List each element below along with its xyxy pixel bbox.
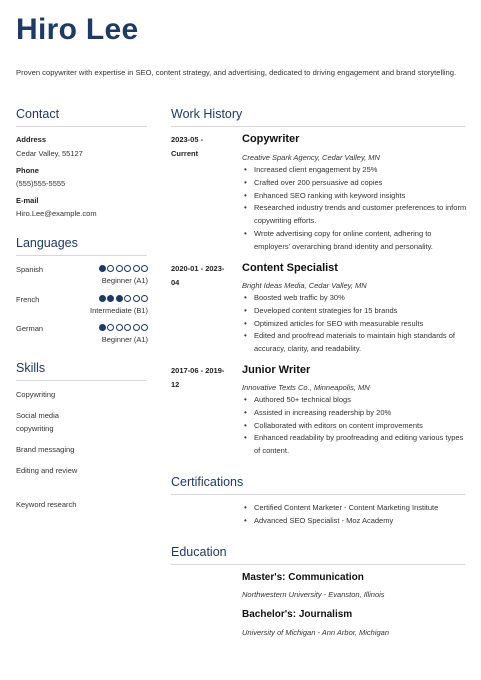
skills-divider bbox=[16, 380, 147, 381]
bullet-item: • Researched industry trends and customer preferences to inform copywriting efforts. bbox=[242, 202, 467, 228]
work-history-heading: Work History bbox=[171, 107, 243, 121]
rating-dot-empty bbox=[133, 265, 140, 272]
skill-item: Copywriting bbox=[16, 390, 56, 399]
skill-item: Social media copywriting bbox=[16, 411, 59, 433]
rating-dot-filled bbox=[99, 265, 106, 272]
rating-dot-empty bbox=[141, 265, 148, 272]
languages-divider bbox=[16, 255, 147, 256]
certification-item: • Certified Content Marketer - Content Marketing Institute bbox=[242, 502, 472, 515]
rating-dot-filled bbox=[99, 324, 106, 331]
job-bullets bbox=[242, 394, 467, 458]
rating-dot-empty bbox=[124, 265, 131, 272]
degree-title: Bachelor's: Journalism bbox=[242, 609, 353, 620]
phone-value: (555)555-5555 bbox=[16, 179, 66, 188]
language-level: Beginner (A1) bbox=[101, 335, 148, 344]
rating-dot-empty bbox=[141, 295, 148, 302]
language-name: French bbox=[16, 295, 40, 304]
resume-name: Hiro Lee bbox=[16, 13, 139, 46]
rating-dot-empty bbox=[133, 295, 140, 302]
school-name: University of Michigan - Ann Arbor, Michigan bbox=[242, 628, 390, 637]
job-dates: 2020-01 - 2023-04 bbox=[171, 264, 225, 287]
rating-dot-empty bbox=[141, 324, 148, 331]
summary-text: Proven copywriter with expertise in SEO, content strategy, and advertising, dedicated to driving engagement and brand storytelling. bbox=[16, 68, 457, 77]
contact-divider bbox=[16, 126, 147, 127]
language-rating bbox=[99, 295, 148, 302]
job-dates: 2017-06 - 2019-12 bbox=[171, 366, 225, 389]
email-label: E-mail bbox=[16, 196, 39, 205]
job-bullets bbox=[242, 292, 467, 356]
language-rating bbox=[99, 265, 148, 272]
phone-label: Phone bbox=[16, 166, 39, 175]
language-name: Spanish bbox=[16, 265, 44, 274]
contact-heading: Contact bbox=[16, 107, 60, 121]
bullet-item: • Enhanced SEO ranking with keyword insights bbox=[242, 190, 467, 203]
job-company: Bright Ideas Media, Cedar Valley, MN bbox=[242, 281, 367, 290]
education-heading: Education bbox=[171, 545, 227, 559]
certification-item: • Advanced SEO Specialist - Moz Academy bbox=[242, 515, 472, 528]
email-value: Hiro.Lee@example.com bbox=[16, 209, 97, 218]
rating-dot-filled bbox=[116, 295, 123, 302]
rating-dot-empty bbox=[124, 324, 131, 331]
bullet-item: • Increased client engagement by 25% bbox=[242, 164, 467, 177]
skill-item: Brand messaging bbox=[16, 445, 75, 454]
work-history-divider bbox=[171, 126, 465, 127]
bullet-item: • Wrote advertising copy for online content, adhering to employers' overarching brand identity and personality. bbox=[242, 228, 467, 254]
language-level: Beginner (A1) bbox=[101, 276, 148, 285]
degree-title: Master's: Communication bbox=[242, 572, 364, 583]
certifications-divider bbox=[171, 494, 465, 495]
certifications-heading: Certifications bbox=[171, 475, 244, 489]
rating-dot-empty bbox=[116, 265, 123, 272]
bullet-item: • Boosted web traffic by 30% bbox=[242, 292, 467, 305]
bullet-item: • Edited and proofread materials to maintain high standards of accuracy, clarity, and readability. bbox=[242, 330, 467, 356]
skill-item: Editing and review bbox=[16, 466, 78, 475]
rating-dot-filled bbox=[107, 295, 114, 302]
job-dates: 2023-05 - Current bbox=[171, 135, 204, 158]
job-company: Innovative Texts Co., Minneapolis, MN bbox=[242, 383, 370, 392]
skills-heading: Skills bbox=[16, 361, 46, 375]
certification-list bbox=[242, 502, 472, 528]
bullet-item: • Authored 50+ technical blogs bbox=[242, 394, 467, 407]
address-label: Address bbox=[16, 135, 47, 144]
education-divider bbox=[171, 564, 465, 565]
bullet-item: • Collaborated with editors on content improvements bbox=[242, 420, 467, 433]
rating-dot-empty bbox=[133, 324, 140, 331]
job-title: Junior Writer bbox=[242, 364, 311, 376]
bullet-item: • Crafted over 200 persuasive ad copies bbox=[242, 177, 467, 190]
rating-dot-filled bbox=[99, 295, 106, 302]
bullet-item: • Assisted in increasing readership by 20% bbox=[242, 407, 467, 420]
language-level: Intermediate (B1) bbox=[90, 306, 148, 315]
job-title: Copywriter bbox=[242, 133, 300, 145]
job-title: Content Specialist bbox=[242, 262, 338, 274]
languages-heading: Languages bbox=[16, 236, 78, 250]
address-value: Cedar Valley, 55127 bbox=[16, 149, 83, 158]
rating-dot-empty bbox=[116, 324, 123, 331]
rating-dot-empty bbox=[107, 324, 114, 331]
school-name: Northwestern University - Evanston, Illinois bbox=[242, 590, 385, 599]
language-rating bbox=[99, 324, 148, 331]
bullet-item: • Enhanced readability by proofreading and editing various types of content. bbox=[242, 432, 467, 458]
language-name: German bbox=[16, 324, 44, 333]
skill-item: Keyword research bbox=[16, 500, 77, 509]
bullet-item: • Optimized articles for SEO with measurable results bbox=[242, 318, 467, 331]
job-company: Creative Spark Agency, Cedar Valley, MN bbox=[242, 153, 380, 162]
rating-dot-empty bbox=[124, 295, 131, 302]
bullet-item: • Developed content strategies for 15 brands bbox=[242, 305, 467, 318]
rating-dot-empty bbox=[107, 265, 114, 272]
job-bullets bbox=[242, 164, 467, 254]
